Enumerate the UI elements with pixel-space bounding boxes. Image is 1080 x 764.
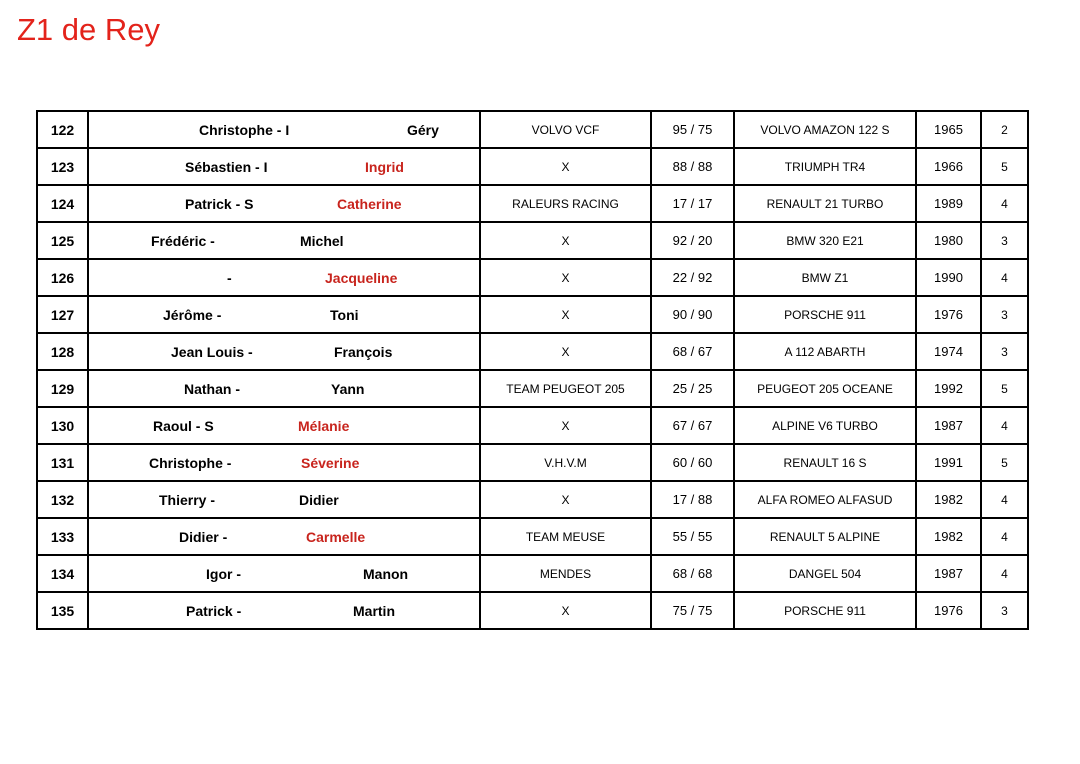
car-model: VOLVO AMAZON 122 S [734,111,916,148]
entry-number: 125 [37,222,88,259]
crew-names [89,371,479,406]
driver-name: Jérôme - [163,306,222,323]
group-number: 5 [981,370,1028,407]
crew-cell [88,296,480,333]
driver-name: Nathan - [184,380,240,397]
table-row [37,111,1028,148]
codriver-name: Didier [299,491,339,508]
plate-numbers: 67 / 67 [651,407,734,444]
plate-numbers: 17 / 17 [651,185,734,222]
table-row [37,148,1028,185]
plate-numbers: 55 / 55 [651,518,734,555]
codriver-name: Yann [331,380,365,397]
crew-cell [88,333,480,370]
crew-cell [88,481,480,518]
table-row [37,296,1028,333]
club-name: V.H.V.M [480,444,651,481]
group-number: 4 [981,407,1028,444]
crew-names [89,297,479,332]
table-row [37,518,1028,555]
group-number: 3 [981,296,1028,333]
codriver-name: Séverine [301,454,360,471]
group-number: 4 [981,481,1028,518]
table-row [37,444,1028,481]
car-year: 1974 [916,333,981,370]
car-model: PORSCHE 911 [734,296,916,333]
codriver-name: Ingrid [365,158,404,175]
crew-names [89,149,479,184]
club-name: X [480,296,651,333]
plate-numbers: 17 / 88 [651,481,734,518]
driver-name: Patrick - S [185,195,254,212]
codriver-name: Géry [407,121,439,138]
crew-cell [88,407,480,444]
car-year: 1965 [916,111,981,148]
car-model: BMW Z1 [734,259,916,296]
codriver-name: Catherine [337,195,402,212]
group-number: 4 [981,555,1028,592]
car-year: 1987 [916,407,981,444]
car-year: 1976 [916,296,981,333]
car-year: 1966 [916,148,981,185]
car-year: 1991 [916,444,981,481]
club-name: X [480,259,651,296]
car-model: A 112 ABARTH [734,333,916,370]
driver-name: Frédéric - [151,232,215,249]
table-row [37,333,1028,370]
codriver-name: Manon [363,565,409,582]
plate-numbers: 90 / 90 [651,296,734,333]
club-name: X [480,148,651,185]
entry-number: 123 [37,148,88,185]
plate-numbers: 25 / 25 [651,370,734,407]
crew-names [89,593,479,628]
group-number: 4 [981,259,1028,296]
car-year: 1987 [916,555,981,592]
group-number: 4 [981,518,1028,555]
car-year: 1982 [916,518,981,555]
plate-numbers: 92 / 20 [651,222,734,259]
car-model: PEUGEOT 205 OCEANE [734,370,916,407]
driver-name: Sébastien - I [185,158,268,175]
driver-name: Didier - [179,528,228,545]
group-number: 2 [981,111,1028,148]
group-number: 5 [981,148,1028,185]
crew-names [89,556,479,591]
car-model: ALPINE V6 TURBO [734,407,916,444]
table-row [37,259,1028,296]
entry-number: 133 [37,518,88,555]
group-number: 3 [981,333,1028,370]
crew-names [89,112,479,147]
crew-cell [88,592,480,629]
driver-name: Raoul - S [153,417,214,434]
crew-names [89,223,479,258]
club-name: X [480,592,651,629]
club-name: MENDES [480,555,651,592]
page-title: Z1 de Rey [17,12,161,47]
codriver-name: Carmelle [306,528,366,545]
table-row [37,481,1028,518]
driver-name: Igor - [206,565,241,582]
entry-number: 132 [37,481,88,518]
crew-cell [88,444,480,481]
group-number: 4 [981,185,1028,222]
driver-name: Patrick - [186,602,242,619]
entry-number: 130 [37,407,88,444]
plate-numbers: 95 / 75 [651,111,734,148]
crew-cell [88,370,480,407]
car-year: 1989 [916,185,981,222]
car-model: TRIUMPH TR4 [734,148,916,185]
car-year: 1976 [916,592,981,629]
entry-number: 131 [37,444,88,481]
entry-number: 129 [37,370,88,407]
plate-numbers: 88 / 88 [651,148,734,185]
club-name: RALEURS RACING [480,185,651,222]
entry-list-body [37,111,1028,629]
group-number: 3 [981,592,1028,629]
group-number: 3 [981,222,1028,259]
crew-names [89,445,479,480]
club-name: X [480,407,651,444]
crew-cell [88,222,480,259]
crew-names [89,408,479,443]
entry-number: 134 [37,555,88,592]
driver-name: Thierry - [159,491,216,508]
club-name: X [480,333,651,370]
crew-cell [88,185,480,222]
crew-names [89,482,479,517]
codriver-name: Martin [353,602,395,619]
car-year: 1982 [916,481,981,518]
car-model: RENAULT 21 TURBO [734,185,916,222]
plate-numbers: 22 / 92 [651,259,734,296]
car-year: 1992 [916,370,981,407]
club-name: VOLVO VCF [480,111,651,148]
car-model: RENAULT 16 S [734,444,916,481]
car-year: 1980 [916,222,981,259]
car-model: BMW 320 E21 [734,222,916,259]
driver-name: Christophe - I [199,121,290,138]
entry-number: 127 [37,296,88,333]
plate-numbers: 60 / 60 [651,444,734,481]
group-number: 5 [981,444,1028,481]
crew-names [89,260,479,295]
table-row [37,407,1028,444]
table-row [37,185,1028,222]
crew-cell [88,111,480,148]
car-model: PORSCHE 911 [734,592,916,629]
car-model: RENAULT 5 ALPINE [734,518,916,555]
codriver-name: Mélanie [298,417,350,434]
crew-names [89,186,479,221]
club-name: TEAM MEUSE [480,518,651,555]
driver-name: Jean Louis - [171,343,253,360]
codriver-name: Toni [330,306,359,323]
table-row [37,555,1028,592]
crew-cell [88,148,480,185]
driver-name: Christophe - [149,454,232,471]
codriver-name: Michel [300,232,344,249]
car-year: 1990 [916,259,981,296]
codriver-name: François [334,343,393,360]
plate-numbers: 75 / 75 [651,592,734,629]
entry-list-table [36,110,1029,630]
entry-number: 128 [37,333,88,370]
club-name: X [480,481,651,518]
entry-number: 122 [37,111,88,148]
crew-cell [88,555,480,592]
entry-number: 126 [37,259,88,296]
club-name: TEAM PEUGEOT 205 [480,370,651,407]
table-row [37,592,1028,629]
table-row [37,222,1028,259]
car-model: DANGEL 504 [734,555,916,592]
plate-numbers: 68 / 68 [651,555,734,592]
table-row [37,370,1028,407]
car-model: ALFA ROMEO ALFASUD [734,481,916,518]
driver-name: - [227,269,232,286]
crew-names [89,334,479,369]
plate-numbers: 68 / 67 [651,333,734,370]
entry-number: 124 [37,185,88,222]
crew-cell [88,518,480,555]
club-name: X [480,222,651,259]
codriver-name: Jacqueline [325,269,398,286]
crew-names [89,519,479,554]
entry-number: 135 [37,592,88,629]
crew-cell [88,259,480,296]
